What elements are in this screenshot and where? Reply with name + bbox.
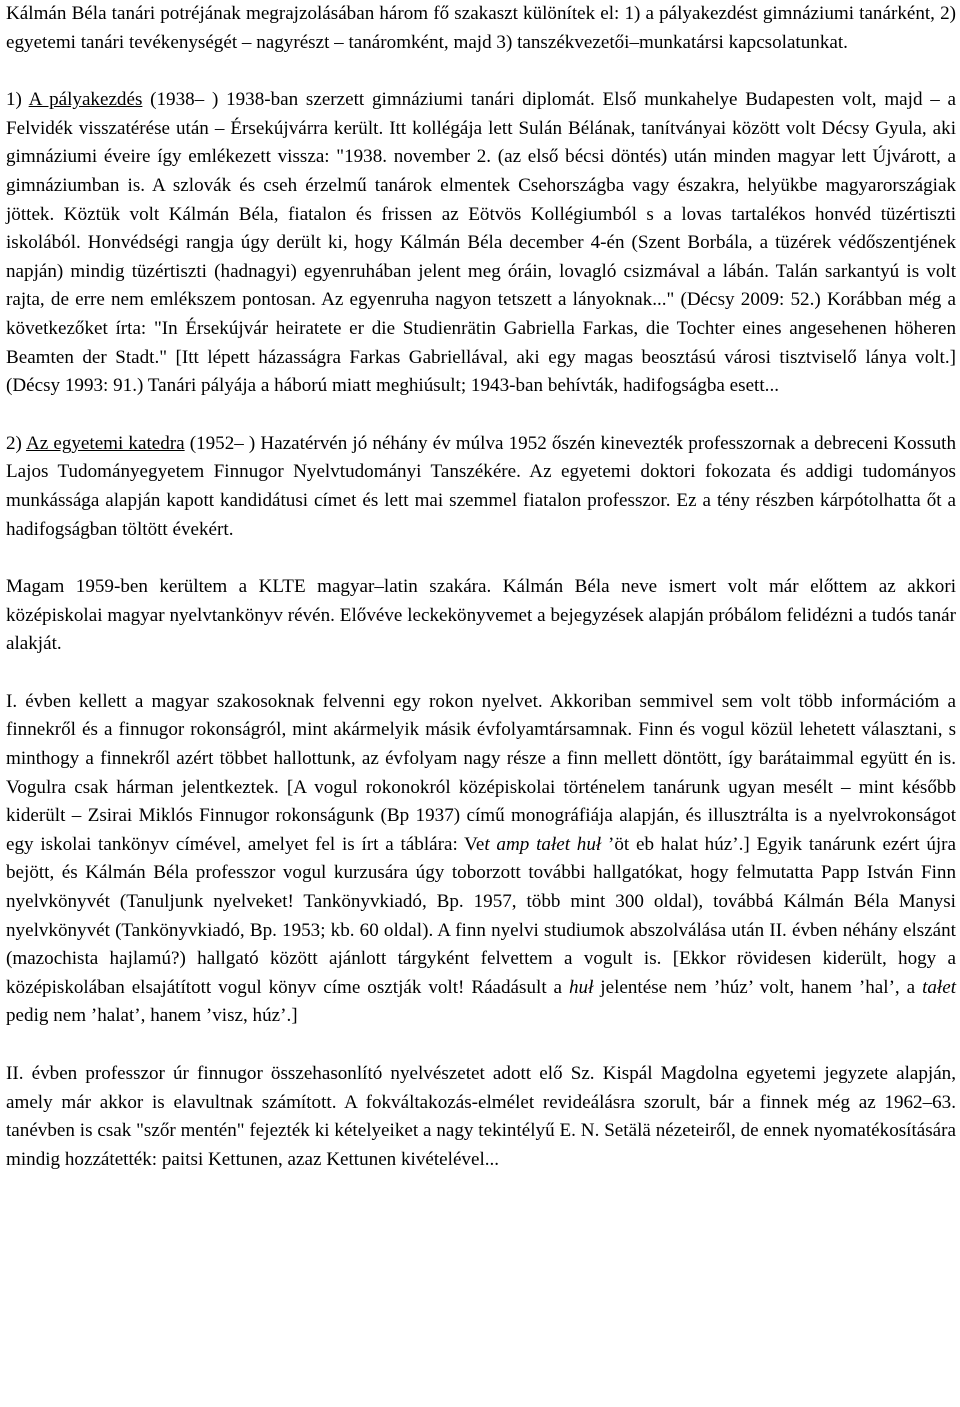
section-heading-palyakezdes: A pályakezdés: [28, 89, 143, 111]
section-heading-egyetemi-katedra: Az egyetemi katedra: [25, 432, 185, 454]
paragraph-section-1: [6, 86, 956, 401]
paragraph-spacer: [6, 57, 956, 86]
italic-word-hul: huł: [568, 976, 594, 998]
paragraph-spacer: [6, 1031, 956, 1060]
section-body: (1938– ) 1938-ban szerzett gimnáziumi tanári diplomát. Első munkahelye Budapesten volt, majd – a Felvidék visszatérése után – Érsekújvárra került. Itt kollégája lett Sulán Bélának, tanítványai között volt Décsy Gyula, aki gimnáziumi éveire így emlékezett vissza: "1938. november 2. (az első bécsi döntés) után minden magyar lett Újvárott, a gimnáziumban is. A szlovák és cseh érzelmű tanárok elmentek Csehországba vagy északra, helyükbe magyarországiak jöttek. Köztük volt Kálmán Béla, fiatalon és frissen az Eötvös Kollégiumból s a lovas tartalékos honvéd tüzértiszti iskolából. Honvédségi rangja úgy derült ki, hogy Kálmán Béla december 4-én (Szent Borbála, a tüzérek védőszentjének napján) mindig tüzértiszti (hadnagyi) egyenruhában jelent meg óráin, lovagló csizmával a lábán. Talán sarkantyú is volt rajta, de erre nem emlékszem pontosan. Az egyenruha nagyon tetszett a lányoknak..." (Décsy 2009: 52.) Korábban még a következőket írta: "In Érsekújvár heiratete er die Studienrätin Gabriella Farkas, die Tochter eines angesehenen höheren Beamten der Stadt." [Itt lépett házasságra Farkas Gabriellával, aki egy magas beosztású városi tisztviselő lánya volt.] (Décsy 1993: 91.) Tanári pályája a háború miatt meghiúsult; 1943-ban behívták, hadifogságba esett...: [6, 89, 957, 397]
paragraph-year-2: II. évben professzor úr finnugor összehasonlító nyelvészetet adott elő Sz. Kispál Magdolna egyetemi jegyzete alapján, amely már akkor is elavultnak számított. A fokváltakozás-elmélet revideálásra szorult, bár a finnek még az 1962–63. tanévben is csak "szőr mentén" fejezték ki kételyeiket a nagy tekintélyű E. N. Setälä nézeteiről, de ennek nyomatékosítására mindig hozzátették: paitsi Kettunen, azaz Kettunen kivételével...: [6, 1063, 956, 1170]
section-number: 2): [6, 432, 26, 454]
paragraph-spacer: [6, 659, 956, 688]
paragraph-section-2: [6, 430, 956, 544]
italic-word-talet: tałet: [922, 976, 956, 998]
body-text: ’öt eb halat húz’.] Egyik tanárunk ezért újra bejött, és Kálmán Béla professzor vogul kurzusára úgy toborzott további hallgatókat, hogy felmutatta Papp István Finn nyelvkönyvét (Tanuljunk nyelveket! Tankönyvkiadó, Bp. 1957, több mint 300 oldal), továbbá Kálmán Béla Manysi nyelvkönyvét (Tankönyvkiadó, Bp. 1953; kb. 60 oldal). A finn nyelvi studiumok abszolválása után II. évben néhány elszánt (mazochista hajlamú?) hallgató között ajánlott tárgyként felvettem a vogult is. [Ekkor rövidesen kiderült, hogy a középiskolában elsajátított vogul könyv címe osztják volt! Ráadásult a: [6, 833, 957, 998]
section-body: (1952– ) Hazatérvén jó néhány év múlva 1952 őszén kinevezték professzornak a debreceni Kossuth Lajos Tudományegyetem Finnugor Nyelvtudományi Tanszékére. Az egyetemi doktori fokozata és addigi tudományos munkássága alapján kapott kandidátusi címet és lett mai szemmel fiatalon professzor. Ez a tény részben kárpótolhatta őt a hadifogságban töltött évekért.: [6, 432, 956, 540]
body-text: I. évben kellett a magyar szakosoknak felvenni egy rokon nyelvet. Akkoriban semmivel sem volt több információm a finnekről és a finnugor rokonságról, mint akármelyik másik évfolyamtársamnak. Finn és vogul közül lehetett választani, s minthogy a finnekről azért többet hallottunk, az évfolyam nagy része a finn mellett döntött, így barátaimmal együtt én is. Vogulra csak hárman jelentkeztek. [A vogul rokonokról középiskolai történelem tanárunk ugyan mesélt – mint később kiderült – Zsirai Miklós Finnugor rokonságunk (Bp 1937) című monográfiája alapján, és illusztrálta is a nyelvrokonságot egy iskolai tankönyv címével, amelyet fel is írt a táblára: Ve: [6, 690, 956, 855]
section-number: 1): [6, 89, 29, 111]
paragraph-klte: Magam 1959-ben kerültem a KLTE magyar–latin szakára. Kálmán Béla neve ismert volt már előttem az akkori középiskolai magyar nyelvtankönyv révén. Elővéve leckekönyvemet a bejegyzések alapján próbálom felidézni a tudós tanár alakját.: [6, 576, 956, 655]
paragraph-spacer: [6, 401, 956, 430]
paragraph-year-1: [6, 688, 956, 1031]
body-text: jelentése nem ’húz’ volt, hanem ’hal’, a: [593, 976, 923, 998]
italic-vogul-title: t amp tałet huł: [484, 833, 602, 855]
paragraph-spacer: [6, 544, 956, 573]
document-page: [6, 0, 956, 1174]
paragraph-intro: Kálmán Béla tanári potréjának megrajzolásában három fő szakaszt különítek el: 1) a pályakezdést gimnáziumi tanárként, 2) egyetemi tanári tevékenységét – nagyrészt – tanáromként, majd 3) tanszékvezetői–munkatársi kapcsolatunkat.: [6, 3, 956, 53]
body-text: pedig nem ’halat’, hanem ’visz, húz’.]: [6, 1005, 298, 1027]
